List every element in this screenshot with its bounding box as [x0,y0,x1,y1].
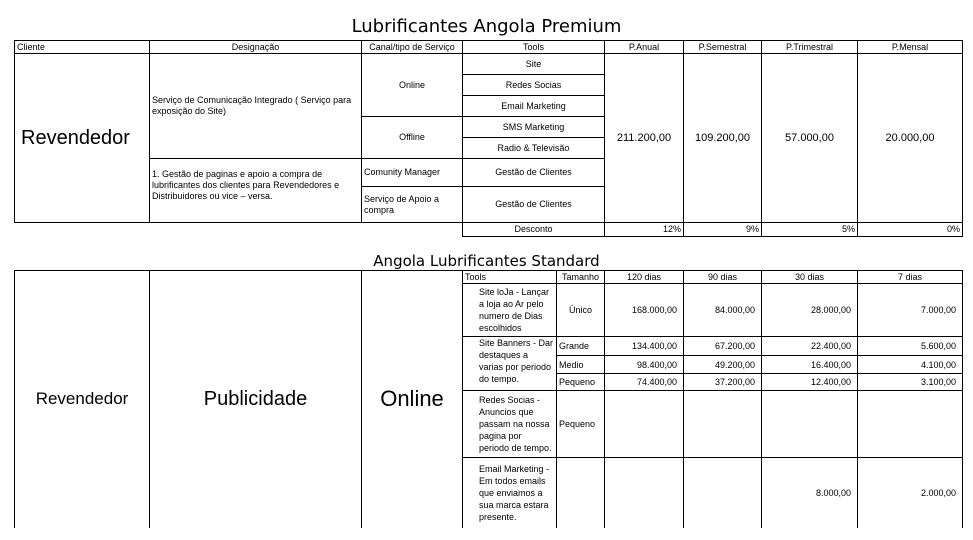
header-tamanho: Tamanho [557,271,605,284]
email-marketing-30: 8.000,00 [762,458,858,528]
header-p-semestral: P.Semestral [684,41,762,54]
tool-redes-socias: Redes Socias [463,75,605,96]
header-p-mensal: P.Mensal [858,41,963,54]
tool-email-marketing: Email Marketing - Em todos emails que enviamos a sua marca estara presente. [463,458,557,528]
header-90-dias: 90 dias [684,271,762,284]
header-canal: Canal/tipo de Serviço [362,41,463,54]
price-anual: 211.200,00 [605,54,684,223]
size-grande: Grande [557,337,605,356]
tool-radio-televisao: Radio & Televisão [463,138,605,159]
tool-sms-marketing: SMS Marketing [463,117,605,138]
tool-redes-socias: Redes Socias - Anuncios que passam na nossa pagina por periodo de tempo. [463,391,557,458]
premium-client: Revendedor [15,54,150,223]
banner-medio-120: 98.400,00 [605,356,684,374]
banner-pequeno-7: 3.100,00 [858,374,963,391]
banner-grande-120: 134.400,00 [605,337,684,356]
premium-designation-1: Serviço de Comunicação Integrado ( Serviço para exposição do Site) [150,54,362,159]
discount-trimestral: 5% [762,223,858,237]
tool-gestao-clientes-2: Gestão de Clientes [463,187,605,223]
header-p-anual: P.Anual [605,41,684,54]
site-loja-7: 7.000,00 [858,284,963,337]
site-loja-30: 28.000,00 [762,284,858,337]
header-designacao: Designação [150,41,362,54]
banner-medio-30: 16.400,00 [762,356,858,374]
discount-label: Desconto [463,223,605,237]
banner-medio-90: 49.200,00 [684,356,762,374]
tool-site-loja: Site loJa - Lançar a loja ao Ar pelo numero de Dias escolhidos [463,284,557,337]
premium-title: Lubrificantes Angola Premium [351,16,622,37]
price-semestral: 109.200,00 [684,54,762,223]
price-trimestral: 57.000,00 [762,54,858,223]
header-120-dias: 120 dias [605,271,684,284]
size-pequeno: Pequeno [557,374,605,391]
header-p-trimestral: P.Trimestral [762,41,858,54]
banner-pequeno-30: 12.400,00 [762,374,858,391]
standard-designation: Publicidade [150,271,362,528]
channel-online: Online [362,54,463,117]
channel-community-manager: Comunity Manager [362,159,463,187]
size-medio: Medio [557,356,605,374]
redes-socias-size: Pequeno [557,391,605,458]
header-tools: Tools [463,271,557,284]
header-30-dias: 30 dias [762,271,858,284]
tool-gestao-clientes-1: Gestão de Clientes [463,159,605,187]
banner-grande-90: 67.200,00 [684,337,762,356]
premium-designation-2: 1. Gestão de paginas e apoio a compra de lubrificantes dos clientes para Revendedores e Distribuidores ou vice – versa. [150,159,362,223]
header-tools: Tools [463,41,605,54]
banner-grande-7: 5.600,00 [858,337,963,356]
tool-email-marketing: Email Marketing [463,96,605,117]
price-mensal: 20.000,00 [858,54,963,223]
header-7-dias: 7 dias [858,271,963,284]
banner-pequeno-90: 37.200,00 [684,374,762,391]
tool-site: Site [463,54,605,75]
channel-offline: Offline [362,117,463,159]
standard-channel: Online [362,271,463,528]
channel-servico-apoio: Serviço de Apoio a compra [362,187,463,223]
site-loja-90: 84.000,00 [684,284,762,337]
banner-grande-30: 22.400,00 [762,337,858,356]
banner-pequeno-120: 74.400,00 [605,374,684,391]
email-marketing-7: 2.000,00 [858,458,963,528]
premium-table [14,40,963,237]
discount-semestral: 9% [684,223,762,237]
header-cliente: Cliente [15,41,150,54]
size-unico: Único [557,284,605,337]
standard-client: Revendedor [15,271,150,528]
discount-mensal: 0% [858,223,963,237]
banner-medio-7: 4.100,00 [858,356,963,374]
tool-site-banners: Site Banners - Dar destaques a varias por periodo do tempo. [463,337,557,391]
standard-table [14,270,963,528]
site-loja-120: 168.000,00 [605,284,684,337]
standard-title: Angola Lubrificantes Standard [373,252,600,270]
discount-anual: 12% [605,223,684,237]
